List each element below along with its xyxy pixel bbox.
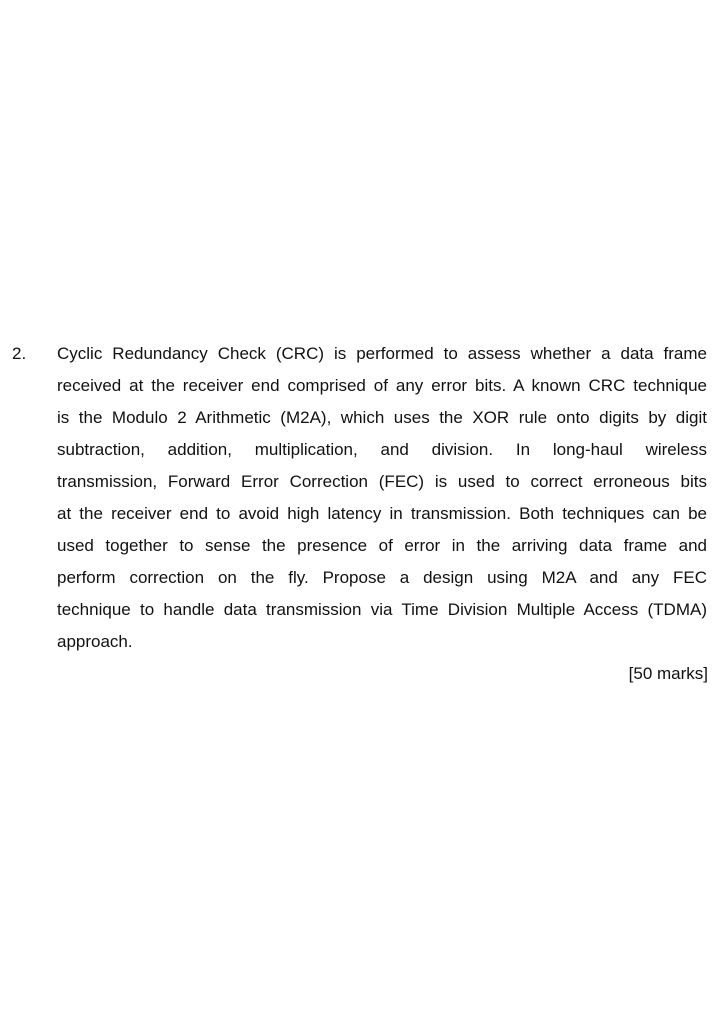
question-text: [57, 338, 707, 658]
question-text-line: approach.: [57, 632, 133, 651]
marks-label: [50 marks]: [628, 664, 708, 683]
question-text-line: is the Modulo 2 Arithmetic (M2A), which uses the XOR rule onto digits by digit: [57, 408, 707, 427]
question-text-line: received at the receiver end comprised of any error bits. A known CRC technique: [57, 376, 707, 395]
question-text-line: at the receiver end to avoid high latency in transmission. Both techniques can be: [57, 504, 707, 523]
question-text-line: perform correction on the fly. Propose a design using M2A and any FEC: [57, 568, 707, 587]
question-number: 2.: [12, 344, 27, 363]
question-text-line: used together to sense the presence of error in the arriving data frame and: [57, 536, 707, 555]
question-text-line: transmission, Forward Error Correction (FEC) is used to correct erroneous bits: [57, 472, 707, 491]
question-text-line: technique to handle data transmission via Time Division Multiple Access (TDMA): [57, 600, 707, 619]
question-text-line: Cyclic Redundancy Check (CRC) is performed to assess whether a data frame: [57, 344, 707, 363]
question-text-line: subtraction, addition, multiplication, and division. In long-haul wireless: [57, 440, 707, 459]
